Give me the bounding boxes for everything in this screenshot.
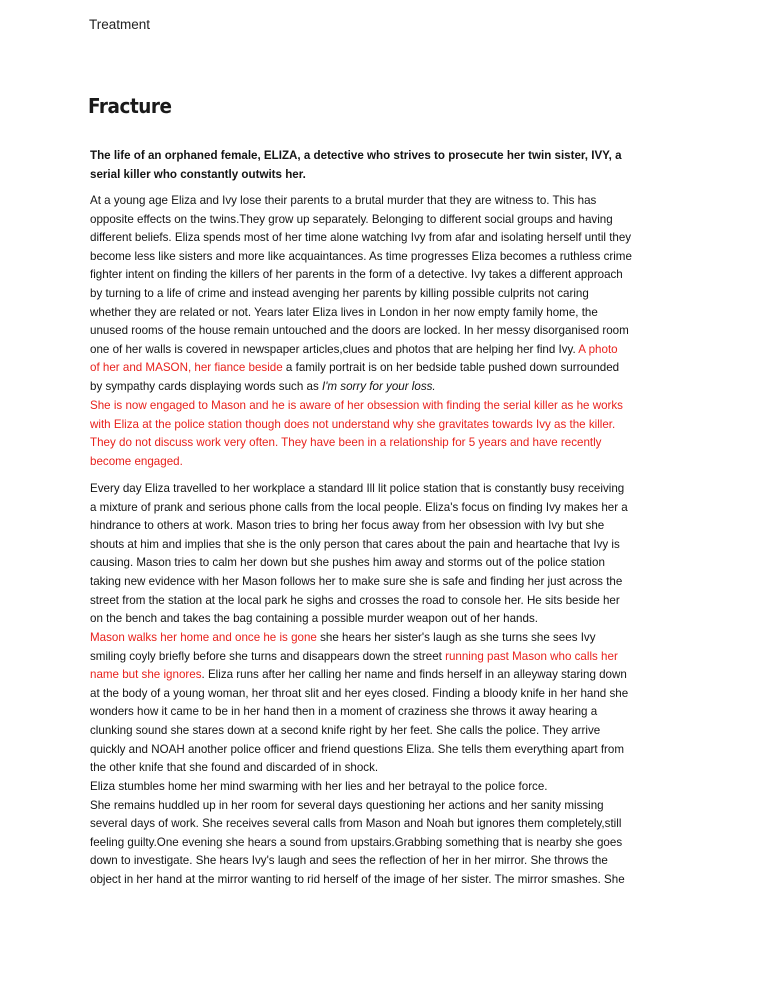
logline <box>90 147 690 184</box>
text-line: at the body of a young woman, her throat slit and her eyes closed. Finding a bloody knife in her hand she <box>90 686 629 700</box>
highlighted-text: name but she ignores <box>90 668 202 682</box>
text-line: street from the station at the local park he sighs and crosses the road to console her. He sits beside her <box>90 593 620 607</box>
text-line: Every day Eliza travelled to her workplace a standard Ill lit police station that is constantly busy receiving <box>90 482 625 495</box>
highlighted-text: become engaged. <box>90 454 183 468</box>
text-segment: smiling coyly briefly before she turns and disappears down the street <box>90 649 446 663</box>
text-line: by turning to a life of crime and instead avenging her parents by killing possible culprits not caring <box>90 286 589 300</box>
text-line: a mixture of prank and serious phone calls from the local people. Eliza's focus on finding Ivy makes her a <box>90 500 628 514</box>
text-line: quickly and NOAH another police officer and friend questions Eliza. She tells them everything apart from <box>90 742 625 756</box>
italic-text: I'm sorry for your loss. <box>321 379 436 393</box>
highlighted-text: with Eliza at the police station though does not understand why she gravitates towards Ivy as the killer. <box>90 417 616 431</box>
text-line: At a young age Eliza and Ivy lose their parents to a brutal murder that they are witness to. This has <box>90 194 597 207</box>
text-line: shouts at him and implies that she is the only person that cares about the pain and heartache that Ivy is <box>90 537 620 551</box>
text-line: She remains huddled up in her room for several days questioning her actions and her sanity missing <box>90 798 604 812</box>
highlighted-text: of her and MASON, her fiance beside <box>90 361 283 375</box>
text-line: different beliefs. Eliza spends most of her time alone watching Ivy from afar and isolating herself until they <box>90 231 632 245</box>
text-line <box>90 666 690 685</box>
logline-line: The life of an orphaned female, ELIZA, a detective who strives to prosecute her twin sister, IVY, a <box>90 149 622 162</box>
text-line: on the bench and takes the bag containing a possible murder weapon out of her hands. <box>90 612 538 626</box>
paragraph-2 <box>90 397 690 471</box>
text-line: causing. Mason tries to calm her down but she pushes him away and storms out of the police station <box>90 556 605 570</box>
text-segment: one of her walls is covered in newspaper articles,clues and photos that are helping her find Ivy. <box>90 342 579 356</box>
text-line <box>90 378 690 397</box>
highlighted-text: running past Mason who calls her <box>445 649 618 663</box>
text-line: wonders how it came to be in her hand then in a moment of craziness she throws it away hearing a <box>90 705 598 719</box>
text-segment: by sympathy cards displaying words such as <box>90 379 322 393</box>
text-line: unused rooms of the house remain untouched and the doors are locked. In her messy disorganised room <box>90 324 629 338</box>
text-line: taking new evidence with her Mason follows her to make sure she is safe and finding her just across the <box>90 574 623 588</box>
text-line: feeling guilty.One evening she hears a sound from upstairs.Grabbing something that is nearby she goes <box>90 835 623 849</box>
logline-line: serial killer who constantly outwits her. <box>90 167 306 181</box>
text-line: clunking sound she stares down at a second knife right by her feet. She calls the police. They arrive <box>90 723 601 737</box>
text-line <box>90 359 690 378</box>
text-line: Eliza stumbles home her mind swarming with her lies and her betrayal to the police force. <box>90 780 548 793</box>
paragraph-4 <box>90 629 690 778</box>
highlighted-text: She is now engaged to Mason and he is aware of her obsession with finding the serial killer as he works <box>90 399 623 412</box>
text-line: opposite effects on the twins.They grow up separately. Belonging to different social groups and having <box>90 212 613 226</box>
text-line <box>90 341 690 360</box>
paragraph-3 <box>90 480 690 629</box>
highlighted-text: They do not discuss work very often. They have been in a relationship for 5 years and have recently <box>90 436 602 450</box>
paragraph-1 <box>90 192 690 397</box>
page-header: Treatment <box>89 17 151 32</box>
text-segment: a family portrait is on her bedside table pushed down surrounded <box>282 361 620 375</box>
highlighted-text: A photo <box>578 342 618 356</box>
text-line: hindrance to others at work. Mason tries to bring her focus away from her obsession with Ivy but she <box>90 519 605 533</box>
text-segment: she hears her sister's laugh as she turns she sees Ivy <box>316 631 596 644</box>
text-line: the other knife that she found and discarded of in shock. <box>90 761 379 775</box>
text-line <box>90 648 690 667</box>
text-line: down to investigate. She hears Ivy's laugh and sees the reflection of her in her mirror. She throws the <box>90 854 608 868</box>
text-segment: . Eliza runs after her calling her name and finds herself in an alleyway staring down <box>201 668 627 682</box>
text-line: object in her hand at the mirror wanting to rid herself of the image of her sister. The mirror smashes. She <box>90 872 625 886</box>
text-line: several days of work. She receives several calls from Mason and Noah but ignores them completely,still <box>90 817 622 831</box>
paragraph-5 <box>90 778 690 890</box>
text-line: whether they are related or not. Years later Eliza lives in London in her now empty family home, the <box>90 305 598 319</box>
document-title: Fracture <box>88 94 172 118</box>
text-line: fighter intent on finding the killers of her parents in the form of a detective. Ivy takes a different approach <box>90 268 623 282</box>
highlighted-text: Mason walks her home and once he is gone <box>90 631 317 644</box>
text-line <box>90 629 690 648</box>
text-line: become less like sisters and more like acquaintances. As time progresses Eliza becomes a ruthless crime <box>90 249 632 263</box>
